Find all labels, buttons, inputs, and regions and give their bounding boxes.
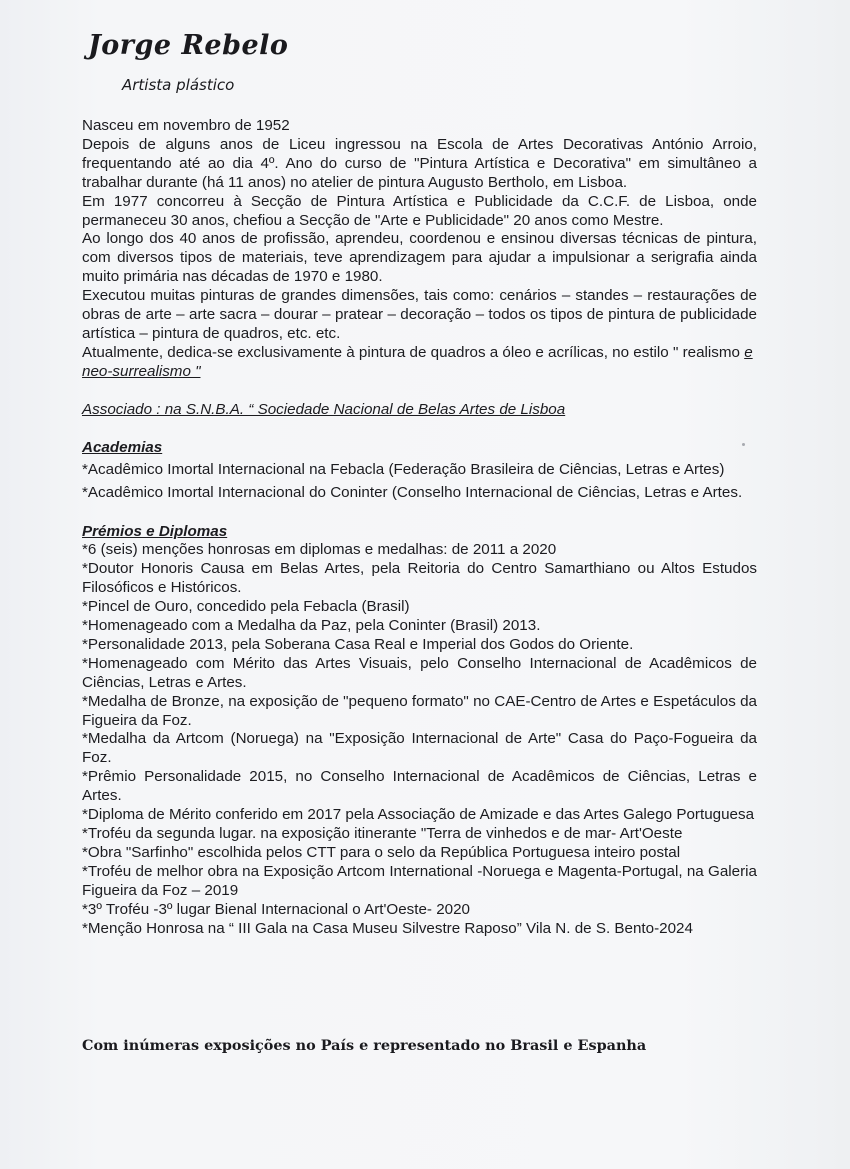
premio-item: *Doutor Honoris Causa em Belas Artes, pela Reitoria do Centro Samarthiano ou Altos Estudos Filosóficos e Históricos.: [82, 560, 757, 597]
premio-item: *Pincel de Ouro, concedido pela Febacla (Brasil): [82, 598, 410, 616]
academias-list: [82, 458, 757, 505]
artist-role: Artista plástico: [122, 76, 235, 94]
premio-item: *Menção Honrosa na “ III Gala na Casa Museu Silvestre Raposo” Vila N. de S. Bento-2024: [82, 919, 693, 937]
bio-paragraph-2: Em 1977 concorreu à Secção de Pintura Artística e Publicidade da C.C.F. de Lisboa, onde permaneceu 30 anos, chefiou a Secção de "Arte e Publicidade" 20 anos como Mestre.: [82, 192, 757, 229]
premio-item: *Obra "Sarfinho" escolhida pelos CTT para o selo da República Portuguesa inteiro postal: [82, 843, 681, 861]
association-line: Associado : na S.N.B.A. “ Sociedade Nacional de Belas Artes de Lisboa: [82, 400, 566, 418]
academias-heading: Academias: [82, 438, 163, 456]
premio-item: *Prêmio Personalidade 2015, no Conselho Internacional de Acadêmicos de Ciências, Letras e Artes.: [82, 768, 757, 805]
birth-line: Nasceu em novembro de 1952: [82, 117, 290, 134]
premios-list: [82, 541, 757, 938]
premio-item: *3º Troféu -3º lugar Bienal Internacional o Art'Oeste- 2020: [82, 900, 470, 918]
bio-paragraph-5: [82, 344, 757, 382]
bio-paragraph-3: Ao longo dos 40 anos de profissão, aprendeu, coordenou e ensinou diversas técnicas de pintura, com diversos tipos de materiais, teve aprendizagem para ajudar a impulsionar a serigrafia ainda muito primária nas décadas de 1970 e 1980.: [82, 230, 757, 286]
academia-item: *Acadêmico Imortal Internacional na Febacla (Federação Brasileira de Ciências, Letras e Artes): [82, 460, 725, 478]
bio-paragraph-1: Depois de alguns anos de Liceu ingressou na Escola de Artes Decorativas António Arroio, frequentando até ao dia 4º. Ano do curso de "Pintura Artística e Decorativa" em simultâneo a trabalhar durante (há 11 anos) no atelier de pintura Augusto Bertholo, em Lisboa.: [82, 135, 757, 191]
premio-item: *6 (seis) menções honrosas em diplomas e medalhas: de 2011 a 2020: [82, 541, 557, 559]
premio-item: *Diploma de Mérito conferido em 2017 pela Associação de Amizade e das Artes Galego Portuguesa: [82, 806, 755, 824]
premios-heading: Prémios e Diplomas: [82, 522, 228, 540]
style-emphasis: e neo-surrealismo ": [82, 343, 753, 380]
bio-paragraph-5-text: Atualmente, dedica-se exclusivamente à pintura de quadros a óleo e acrílicas, no estilo " realismo: [82, 343, 745, 361]
artist-name: Jorge Rebelo: [88, 30, 289, 61]
premio-item: *Personalidade 2013, pela Soberana Casa Real e Imperial dos Godos do Oriente.: [82, 635, 634, 653]
document-body: [82, 117, 757, 938]
premio-item: *Medalha de Bronze, na exposição de "pequeno formato" no CAE-Centro de Artes e Espetáculos da Figueira da Foz.: [82, 692, 757, 729]
premio-item: *Homenageado com Mérito das Artes Visuais, pelo Conselho Internacional de Acadêmicos de Ciências, Letras e Artes.: [82, 654, 757, 691]
premio-item: *Medalha da Artcom (Noruega) na "Exposição Internacional de Arte" Casa do Paço-Fogueira da Foz.: [82, 730, 757, 767]
premio-item: *Troféu de melhor obra na Exposição Artcom International -Noruega e Magenta-Portugal, na Galeria Figueira da Foz – 2019: [82, 862, 757, 899]
exhibitions-footer: Com inúmeras exposições no País e representado no Brasil e Espanha: [82, 1037, 647, 1054]
bio-paragraph-4: Executou muitas pinturas de grandes dimensões, tais como: cenários – standes – restaurações de obras de arte – arte sacra – dourar – pratear – decoração – todos os tipos de pintura de publicidade artística – pintura de quadros, etc. etc.: [82, 287, 757, 342]
academia-item: *Acadêmico Imortal Internacional do Coninter (Conselho Internacional de Ciências, Letras e Artes.: [82, 484, 743, 501]
premio-item: *Troféu da segunda lugar. na exposição itinerante "Terra de vinhedos e de mar- Art'Oeste: [82, 825, 683, 842]
paper-speck: [742, 443, 745, 446]
premio-item: *Homenageado com a Medalha da Paz, pela Coninter (Brasil) 2013.: [82, 617, 541, 635]
